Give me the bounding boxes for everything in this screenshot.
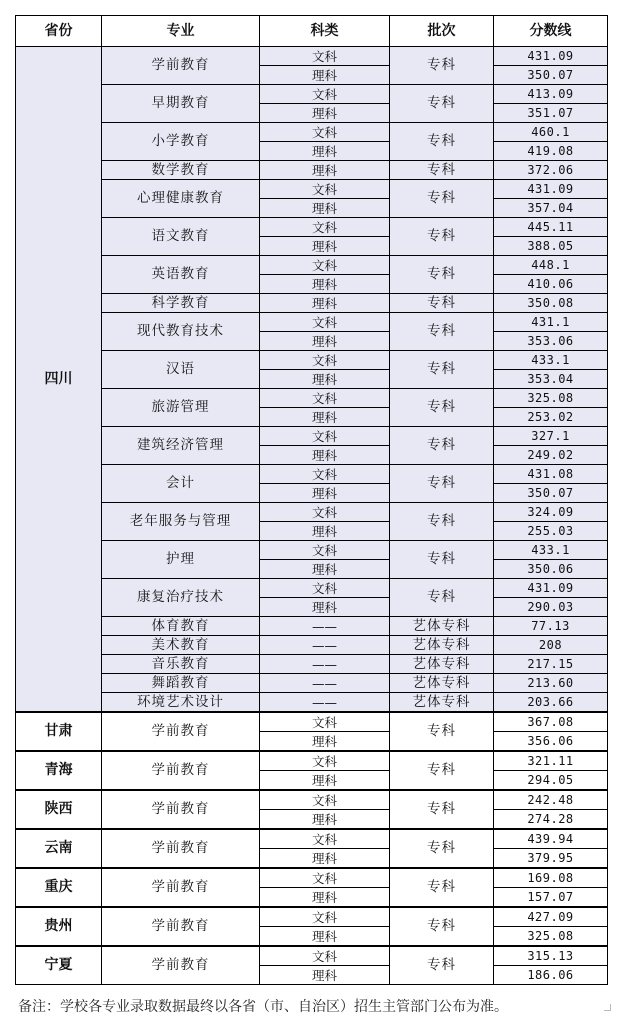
category-cell: 理科	[260, 237, 390, 256]
score-cell: 357.04	[494, 199, 608, 218]
table-row	[16, 180, 608, 199]
major-cell: 小学教育	[102, 123, 260, 161]
table-row	[16, 617, 608, 636]
category-cell: ——	[260, 693, 390, 713]
category-cell: 理科	[260, 446, 390, 465]
score-cell: 290.03	[494, 598, 608, 617]
score-cell: 388.05	[494, 237, 608, 256]
province-cell: 宁夏	[16, 946, 102, 985]
score-cell: 413.09	[494, 85, 608, 104]
batch-cell: 专科	[390, 389, 494, 427]
score-cell: 372.06	[494, 161, 608, 180]
category-cell: 理科	[260, 560, 390, 579]
category-cell: 文科	[260, 868, 390, 888]
score-cell: 379.95	[494, 849, 608, 869]
table-row	[16, 294, 608, 313]
score-cell: 431.1	[494, 313, 608, 332]
category-cell: 理科	[260, 199, 390, 218]
major-cell: 会计	[102, 465, 260, 503]
category-cell: 文科	[260, 541, 390, 560]
table-row	[16, 351, 608, 370]
category-cell: 理科	[260, 771, 390, 791]
major-cell: 汉语	[102, 351, 260, 389]
category-cell: 文科	[260, 465, 390, 484]
score-cell: 410.06	[494, 275, 608, 294]
major-cell: 科学教育	[102, 294, 260, 313]
category-cell: 文科	[260, 829, 390, 849]
table-row	[16, 907, 608, 927]
table-row	[16, 579, 608, 598]
header-province: 省份	[16, 16, 102, 47]
category-cell: ——	[260, 617, 390, 636]
major-cell: 早期教育	[102, 85, 260, 123]
batch-cell: 艺体专科	[390, 693, 494, 713]
category-cell: 文科	[260, 946, 390, 966]
header-score: 分数线	[494, 16, 608, 47]
score-cell: 157.07	[494, 888, 608, 908]
table-row	[16, 85, 608, 104]
batch-cell: 专科	[390, 907, 494, 946]
score-cell: 351.07	[494, 104, 608, 123]
score-cell: 350.08	[494, 294, 608, 313]
other-provinces-block	[16, 712, 608, 985]
major-cell: 舞蹈教育	[102, 674, 260, 693]
score-cell: 356.06	[494, 732, 608, 752]
major-cell: 学前教育	[102, 868, 260, 907]
score-cell: 169.08	[494, 868, 608, 888]
score-cell: 445.11	[494, 218, 608, 237]
category-cell: 文科	[260, 427, 390, 446]
major-cell: 现代教育技术	[102, 313, 260, 351]
major-cell: 学前教育	[102, 790, 260, 829]
major-cell: 学前教育	[102, 47, 260, 85]
score-cell: 350.06	[494, 560, 608, 579]
table-row	[16, 693, 608, 713]
score-cell: 350.07	[494, 484, 608, 503]
header-batch: 批次	[390, 16, 494, 47]
category-cell: 理科	[260, 104, 390, 123]
batch-cell: 专科	[390, 427, 494, 465]
batch-cell: 专科	[390, 294, 494, 313]
batch-cell: 艺体专科	[390, 636, 494, 655]
category-cell: 文科	[260, 351, 390, 370]
category-cell: 文科	[260, 123, 390, 142]
category-cell: 理科	[260, 732, 390, 752]
table-row	[16, 123, 608, 142]
batch-cell: 专科	[390, 751, 494, 790]
category-cell: 理科	[260, 142, 390, 161]
score-cell: 431.09	[494, 180, 608, 199]
table-row	[16, 256, 608, 275]
table-row	[16, 751, 608, 771]
table-header-row	[16, 16, 608, 47]
batch-cell: 艺体专科	[390, 655, 494, 674]
footnote: 备注：学校各专业录取数据最终以各省（市、自治区）招生主管部门公布为准。	[18, 999, 508, 1015]
major-cell: 旅游管理	[102, 389, 260, 427]
category-cell: ——	[260, 636, 390, 655]
category-cell: 理科	[260, 927, 390, 947]
category-cell: 文科	[260, 180, 390, 199]
score-cell: 419.08	[494, 142, 608, 161]
score-cell: 433.1	[494, 351, 608, 370]
table-row	[16, 503, 608, 522]
category-cell: 文科	[260, 218, 390, 237]
table-row	[16, 674, 608, 693]
table-row	[16, 712, 608, 732]
score-cell: 253.02	[494, 408, 608, 427]
batch-cell: 艺体专科	[390, 617, 494, 636]
admission-score-table	[15, 15, 608, 985]
major-cell: 环境艺术设计	[102, 693, 260, 713]
major-cell: 英语教育	[102, 256, 260, 294]
category-cell: 理科	[260, 598, 390, 617]
category-cell: 文科	[260, 313, 390, 332]
province-cell: 重庆	[16, 868, 102, 907]
score-cell: 353.06	[494, 332, 608, 351]
category-cell: 理科	[260, 275, 390, 294]
category-cell: 文科	[260, 751, 390, 771]
category-cell: 文科	[260, 790, 390, 810]
table-row	[16, 829, 608, 849]
table-row	[16, 47, 608, 66]
table-row	[16, 313, 608, 332]
table-row	[16, 541, 608, 560]
score-cell: 353.04	[494, 370, 608, 389]
province-cell: 青海	[16, 751, 102, 790]
batch-cell: 艺体专科	[390, 674, 494, 693]
score-cell: 327.1	[494, 427, 608, 446]
category-cell: 文科	[260, 389, 390, 408]
major-cell: 学前教育	[102, 907, 260, 946]
major-cell: 心理健康教育	[102, 180, 260, 218]
batch-cell: 专科	[390, 85, 494, 123]
score-cell: 460.1	[494, 123, 608, 142]
major-cell: 康复治疗技术	[102, 579, 260, 617]
batch-cell: 专科	[390, 946, 494, 985]
major-cell: 语文教育	[102, 218, 260, 256]
batch-cell: 专科	[390, 161, 494, 180]
category-cell: 文科	[260, 712, 390, 732]
category-cell: 理科	[260, 966, 390, 985]
table-row	[16, 790, 608, 810]
category-cell: 文科	[260, 907, 390, 927]
major-cell: 老年服务与管理	[102, 503, 260, 541]
score-cell: 203.66	[494, 693, 608, 713]
score-cell: 325.08	[494, 389, 608, 408]
category-cell: 理科	[260, 810, 390, 830]
header-category: 科类	[260, 16, 390, 47]
score-cell: 350.07	[494, 66, 608, 85]
score-cell: 217.15	[494, 655, 608, 674]
score-cell: 255.03	[494, 522, 608, 541]
score-cell: 77.13	[494, 617, 608, 636]
score-cell: 433.1	[494, 541, 608, 560]
category-cell: 理科	[260, 408, 390, 427]
province-cell: 四川	[16, 47, 102, 713]
score-cell: 324.09	[494, 503, 608, 522]
province-cell: 甘肃	[16, 712, 102, 751]
major-cell: 护理	[102, 541, 260, 579]
table-row	[16, 636, 608, 655]
major-cell: 美术教育	[102, 636, 260, 655]
category-cell: ——	[260, 674, 390, 693]
major-cell: 学前教育	[102, 712, 260, 751]
province-cell: 贵州	[16, 907, 102, 946]
score-cell: 325.08	[494, 927, 608, 947]
table-row	[16, 946, 608, 966]
major-cell: 体育教育	[102, 617, 260, 636]
score-cell: 249.02	[494, 446, 608, 465]
score-cell: 439.94	[494, 829, 608, 849]
batch-cell: 专科	[390, 123, 494, 161]
score-cell: 448.1	[494, 256, 608, 275]
batch-cell: 专科	[390, 503, 494, 541]
score-cell: 294.05	[494, 771, 608, 791]
table-row	[16, 868, 608, 888]
score-cell: 431.09	[494, 47, 608, 66]
major-cell: 建筑经济管理	[102, 427, 260, 465]
table-row	[16, 218, 608, 237]
major-cell: 学前教育	[102, 751, 260, 790]
score-cell: 427.09	[494, 907, 608, 927]
province-cell: 云南	[16, 829, 102, 868]
table-row	[16, 465, 608, 484]
category-cell: ——	[260, 655, 390, 674]
score-cell: 321.11	[494, 751, 608, 771]
category-cell: 文科	[260, 85, 390, 104]
score-cell: 274.28	[494, 810, 608, 830]
batch-cell: 专科	[390, 351, 494, 389]
batch-cell: 专科	[390, 313, 494, 351]
score-cell: 431.08	[494, 465, 608, 484]
batch-cell: 专科	[390, 829, 494, 868]
category-cell: 理科	[260, 370, 390, 389]
batch-cell: 专科	[390, 541, 494, 579]
major-cell: 学前教育	[102, 946, 260, 985]
category-cell: 文科	[260, 256, 390, 275]
category-cell: 理科	[260, 849, 390, 869]
major-cell: 学前教育	[102, 829, 260, 868]
category-cell: 理科	[260, 522, 390, 541]
category-cell: 文科	[260, 579, 390, 598]
category-cell: 理科	[260, 66, 390, 85]
score-cell: 242.48	[494, 790, 608, 810]
table-row	[16, 389, 608, 408]
batch-cell: 专科	[390, 256, 494, 294]
score-cell: 367.08	[494, 712, 608, 732]
major-cell: 音乐教育	[102, 655, 260, 674]
score-cell: 186.06	[494, 966, 608, 985]
category-cell: 理科	[260, 332, 390, 351]
batch-cell: 专科	[390, 465, 494, 503]
category-cell: 理科	[260, 888, 390, 908]
score-cell: 213.60	[494, 674, 608, 693]
batch-cell: 专科	[390, 579, 494, 617]
category-cell: 文科	[260, 503, 390, 522]
batch-cell: 专科	[390, 790, 494, 829]
table-row	[16, 161, 608, 180]
sichuan-block	[16, 47, 608, 713]
batch-cell: 专科	[390, 712, 494, 751]
batch-cell: 专科	[390, 868, 494, 907]
major-cell: 数学教育	[102, 161, 260, 180]
category-cell: 理科	[260, 161, 390, 180]
province-cell: 陕西	[16, 790, 102, 829]
score-cell: 431.09	[494, 579, 608, 598]
category-cell: 理科	[260, 294, 390, 313]
score-cell: 315.13	[494, 946, 608, 966]
batch-cell: 专科	[390, 47, 494, 85]
batch-cell: 专科	[390, 218, 494, 256]
paragraph-mark	[604, 1004, 611, 1011]
score-cell: 208	[494, 636, 608, 655]
header-major: 专业	[102, 16, 260, 47]
category-cell: 理科	[260, 484, 390, 503]
table-row	[16, 427, 608, 446]
batch-cell: 专科	[390, 180, 494, 218]
category-cell: 文科	[260, 47, 390, 66]
table-row	[16, 655, 608, 674]
